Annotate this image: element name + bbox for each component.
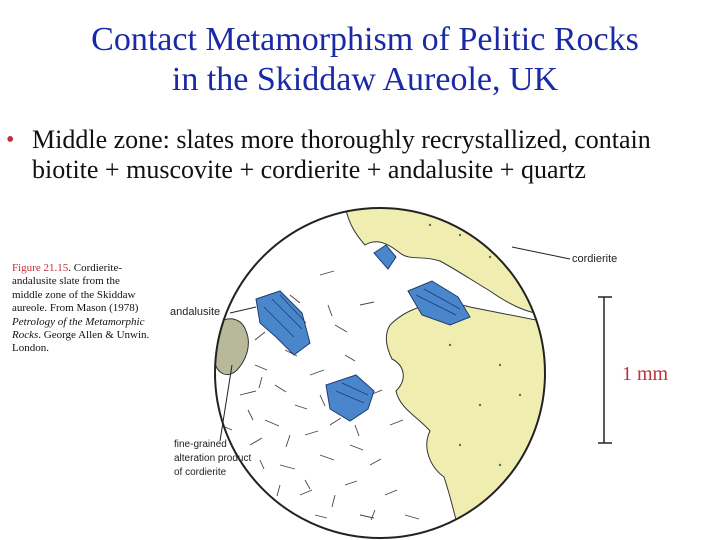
caption-book-title: Petrology of the Metamorphic Rocks (12, 315, 145, 342)
bullet-text: Middle zone: slates more thoroughly recrystallized, contain biotite + muscovite + cordierite + andalusite + quartz (32, 125, 651, 184)
label-cordierite: cordierite (572, 253, 618, 265)
caption-text-2: . George Allen & Unwin. London. (12, 329, 150, 355)
figure-caption (12, 262, 152, 356)
figure-reference: Figure 21.15 (12, 262, 69, 274)
label-alteration-line-1: fine-grained (174, 439, 227, 450)
label-alteration-line-2: alteration product (174, 453, 252, 464)
slide-title (30, 20, 700, 100)
label-andalusite: andalusite (170, 306, 221, 318)
bullet-dot-icon: • (6, 127, 15, 153)
caption-text-1: . Cordierite-andalusite slate from the middle zone of the Skiddaw aureole. From Mason (1978) (12, 262, 139, 315)
scale-bar-label: 1 mm (622, 363, 669, 385)
title-line-1: Contact Metamorphism of Pelitic Rocks (91, 21, 639, 58)
label-alteration-line-3: of cordierite (174, 467, 227, 478)
title-line-2: in the Skiddaw Aureole, UK (171, 61, 559, 98)
thin-section-figure (160, 195, 640, 540)
scale-bar (598, 297, 612, 443)
thin-section-disk (200, 195, 560, 540)
